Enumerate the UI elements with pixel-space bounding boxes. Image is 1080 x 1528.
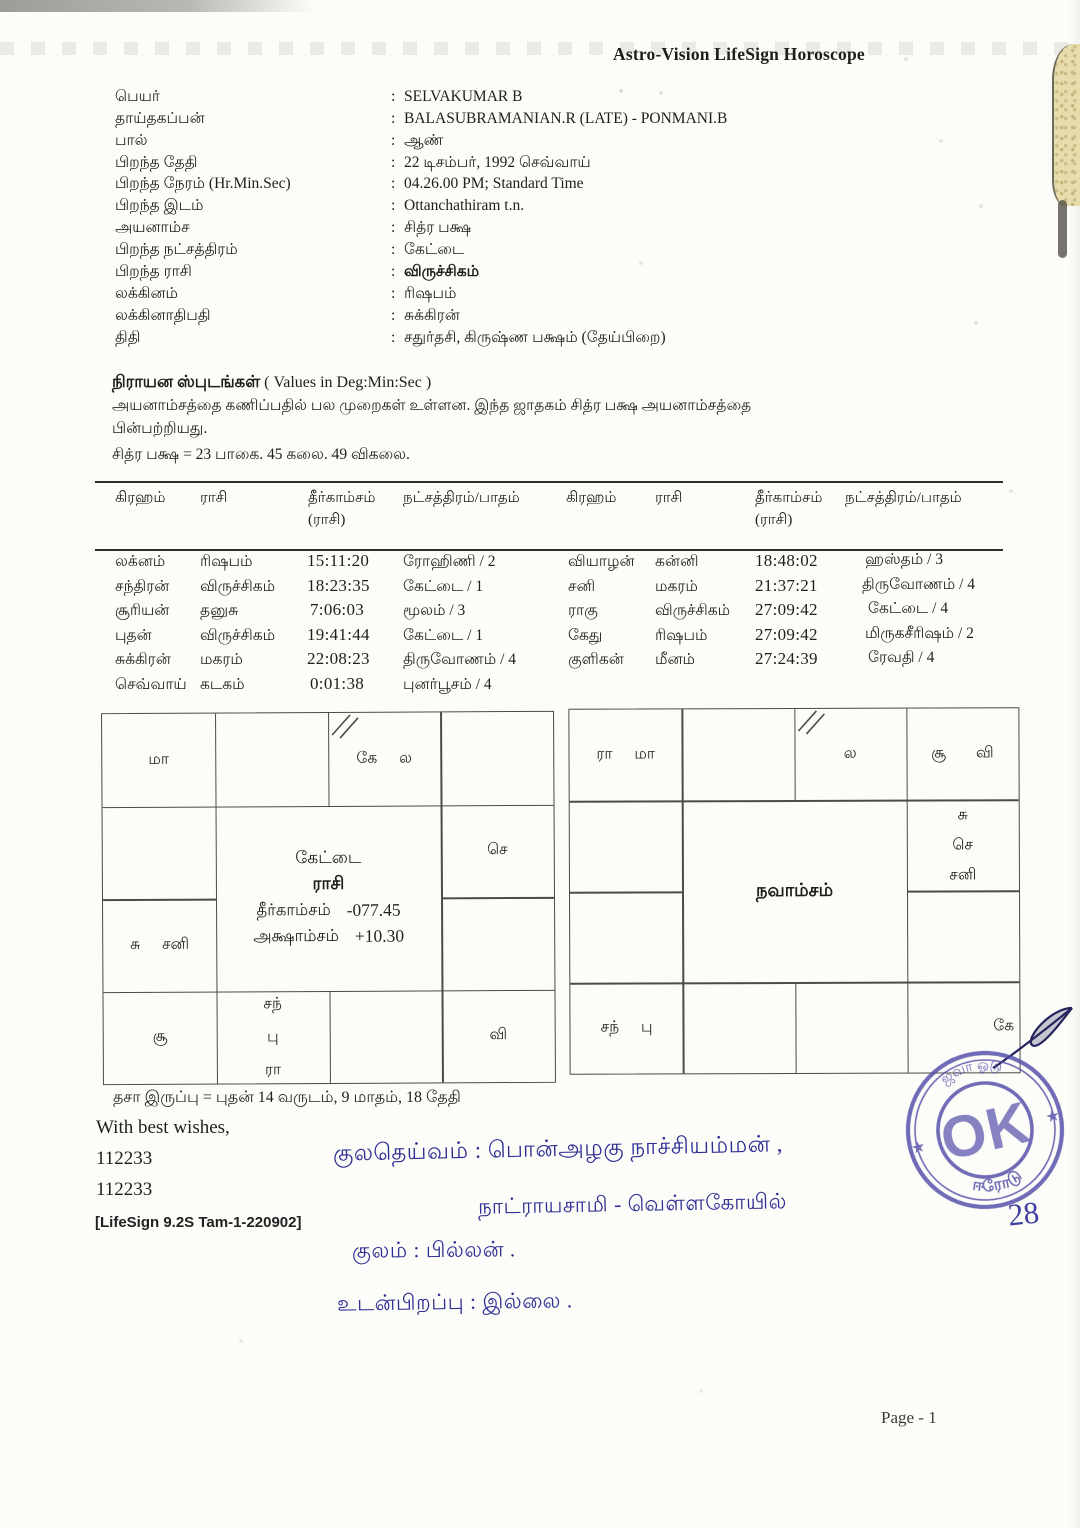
info-row-birthrasi <box>115 263 1045 285</box>
info-value: 22 டிசம்பர், 1992 செவ்வாய் <box>404 154 591 171</box>
navamsa-cell-house: ல <box>843 744 857 762</box>
scan-background-sliver <box>1058 200 1067 258</box>
info-label: பெயர் <box>115 88 160 105</box>
info-label: பிறந்த ராசி <box>115 263 192 280</box>
info-value: கேட்டை <box>404 241 465 258</box>
handwritten-family-deity-line: குலதெய்வம் : பொன்அழகு நாச்சியம்மன் , <box>332 1131 784 1166</box>
planet-cell: சந்திரன் <box>115 578 170 595</box>
svg-text:ஈரோடு <box>968 1166 1026 1200</box>
info-row-birthstar <box>115 241 1045 263</box>
stamp-bottom-arc-text: ஈரோடு <box>971 1166 1025 1197</box>
col-header-longitude-sub: (ராசி) <box>308 512 346 528</box>
rasi-cell: மகரம் <box>655 578 698 595</box>
colon: : <box>391 88 396 105</box>
colon: : <box>391 285 396 302</box>
chart-grid-line <box>570 891 682 893</box>
section-title <box>112 372 431 394</box>
document-title: Astro-Vision LifeSign Horoscope <box>613 44 865 64</box>
star-cell: கேட்டை / 4 <box>868 600 949 617</box>
ok-stamp <box>887 1032 1080 1229</box>
navamsa-cell-house: சந் பு <box>600 1018 653 1036</box>
scan-edge-shadow <box>0 0 315 12</box>
rasi-cell: தனுசு <box>200 602 239 619</box>
info-row-name <box>115 88 1045 110</box>
deg-cell: 15:11:20 <box>307 551 370 570</box>
planet-cell: லக்னம் <box>115 553 166 570</box>
planet-cell: சனி <box>568 578 596 595</box>
col-header-rasi: ராசி <box>200 490 228 506</box>
col-header-star: நட்சத்திரம்/பாதம் <box>403 490 520 506</box>
page-number: Page - 1 <box>881 1408 937 1427</box>
col-header-planet: கிரஹம் <box>566 490 617 506</box>
rasi-chart <box>101 711 556 1085</box>
navamsa-cell-house: சூ வி <box>931 744 994 762</box>
info-value: சித்ர பக்ஷ <box>404 219 472 236</box>
navamsa-chart-center <box>682 800 907 983</box>
info-row-parents <box>115 110 1045 132</box>
colon: : <box>391 110 396 127</box>
stamp-top-arc-text: ஜவர் ஓடு <box>936 1056 1004 1087</box>
star-cell: கேட்டை / 1 <box>403 578 484 595</box>
rasi-chart-center <box>215 805 441 991</box>
rasi-cell-house: சு சனி <box>130 935 190 953</box>
rasi-cell: கன்னி <box>655 553 699 570</box>
dasa-balance-line: தசா இருப்பு = புதன் 14 வருடம், 9 மாதம், 18 தேதி <box>113 1089 461 1106</box>
navamsa-cell-house: கே <box>993 1017 1015 1035</box>
info-label: அயனாம்ச <box>115 219 190 236</box>
planet-cell: புதன் <box>115 627 152 644</box>
info-row-tithi <box>115 329 1045 351</box>
colon: : <box>391 329 396 346</box>
colon: : <box>391 219 396 236</box>
section-body-line: பின்பற்றியது. <box>112 420 208 437</box>
number-line: 112233 <box>96 1179 153 1200</box>
col-header-star: நட்சத்திரம்/பாதம் <box>845 490 962 506</box>
star-cell: கேட்டை / 1 <box>403 627 484 644</box>
scan-edge-shade <box>1068 0 1080 1528</box>
info-label: பிறந்த நட்சத்திரம் <box>115 241 238 258</box>
colon: : <box>391 197 396 214</box>
deg-cell: 7:06:03 <box>310 600 365 619</box>
deg-cell: 21:37:21 <box>755 576 818 595</box>
section-body-line: அயனாம்சத்தை கணிப்பதில் பல முறைகள் உள்ளன. இந்த ஜாதகம் சித்ர பக்ஷ அயனாம்சத்தை <box>112 397 752 414</box>
latitude-value: +10.30 <box>354 925 405 946</box>
rasi-cell: ரிஷபம் <box>200 553 253 570</box>
rasi-cell-house: கே ல <box>356 749 413 767</box>
scan-smudge <box>0 42 1080 55</box>
info-value: SELVAKUMAR B <box>404 88 523 105</box>
wishes-line: With best wishes, <box>96 1117 230 1138</box>
star-cell: மிருகசீரிஷம் / 2 <box>865 625 974 642</box>
colon: : <box>391 175 396 192</box>
navamsa-chart <box>568 707 1020 1075</box>
birth-star-label: கேட்டை <box>295 847 362 868</box>
info-label: திதி <box>115 329 141 346</box>
planet-cell: சுக்கிரன் <box>115 651 171 668</box>
rasi-cell-house: செ <box>487 841 508 859</box>
planet-cell: குளிகன் <box>568 651 624 668</box>
info-value: Ottanchathiram t.n. <box>404 197 525 214</box>
navamsa-cell-house: சு செ சனி <box>949 805 977 883</box>
rasi-cell: மகரம் <box>200 651 243 668</box>
latitude-label: அக்ஷாம்சம் <box>253 925 339 946</box>
software-version-tag: [LifeSign 9.2S Tam-1-220902] <box>95 1214 302 1231</box>
info-row-ayanamsa <box>115 219 1045 241</box>
longitude-label: தீர்காம்சம் <box>256 899 331 920</box>
rasi-cell: கடகம் <box>200 676 245 693</box>
info-value: BALASUBRAMANIAN.R (LATE) - PONMANI.B <box>404 110 728 127</box>
star-cell: புனர்பூசம் / 4 <box>403 676 492 693</box>
rasi-cell-house: மா <box>148 750 169 768</box>
rasi-cell: விருச்சிகம் <box>200 627 276 644</box>
colon: : <box>391 132 396 149</box>
stamp-star-left: ★ <box>909 1138 928 1158</box>
rasi-cell: விருச்சிகம் <box>655 602 731 619</box>
deg-cell: 0:01:38 <box>310 674 365 693</box>
planet-cell: கேது <box>568 627 603 644</box>
info-value: சதுர்தசி, கிருஷ்ண பக்ஷம் (தேய்பிறை) <box>404 329 666 346</box>
planet-cell: சூரியன் <box>115 602 170 619</box>
star-cell: திருவோணம் / 4 <box>862 576 976 593</box>
section-title-english: ( Values in Deg:Min:Sec ) <box>264 374 432 391</box>
rasi-chart-title: ராசி <box>312 872 345 894</box>
stamp-ok-text: OK <box>934 1089 1037 1174</box>
colon: : <box>391 263 396 280</box>
colon: : <box>391 307 396 324</box>
col-header-longitude: தீர்காம்சம் <box>755 490 823 506</box>
longitude-value: -077.45 <box>346 899 401 920</box>
rasi-cell-house: வி <box>489 1026 508 1044</box>
star-cell: மூலம் / 3 <box>403 602 466 619</box>
deg-cell: 27:09:42 <box>755 625 818 644</box>
deg-cell: 18:23:35 <box>307 576 370 595</box>
handwritten-siblings-line: உடன்பிறப்பு : இல்லை . <box>336 1288 573 1316</box>
info-value: ஆண் <box>404 132 444 149</box>
rasi-cell: ரிஷபம் <box>655 627 708 644</box>
col-header-longitude: தீர்காம்சம் <box>308 490 376 506</box>
star-cell: ஹஸ்தம் / 3 <box>865 551 944 568</box>
planet-cell: ராகு <box>568 602 598 619</box>
info-label: பால் <box>115 132 148 149</box>
deg-cell: 18:48:02 <box>755 551 818 570</box>
deg-cell: 22:08:23 <box>307 649 370 668</box>
deg-cell: 19:41:44 <box>307 625 370 644</box>
deg-cell: 27:24:39 <box>755 649 818 668</box>
handwritten-deity-place-line: நாட்ராயசாமி - வெள்ளகோயில் <box>477 1189 788 1219</box>
col-header-planet: கிரஹம் <box>115 490 166 506</box>
deg-cell: 27:09:42 <box>755 600 818 619</box>
info-row-birthdate <box>115 154 1045 176</box>
info-value: சுக்கிரன் <box>404 307 460 324</box>
info-row-lagna-lord <box>115 307 1045 329</box>
colon: : <box>391 241 396 258</box>
colon: : <box>391 154 396 171</box>
section-title-tamil: நிராயன ஸ்புடங்கள் <box>112 372 261 391</box>
number-line: 112233 <box>96 1148 153 1169</box>
info-value: விருச்சிகம் <box>404 263 480 280</box>
chart-grid-line <box>795 982 797 1073</box>
info-label: லக்கினம் <box>115 285 178 302</box>
table-rule-top <box>95 481 1003 483</box>
info-label: பிறந்த தேதி <box>115 154 198 171</box>
info-label: லக்கினாதிபதி <box>115 307 211 324</box>
latitude-row <box>253 926 404 949</box>
info-value: ரிஷபம் <box>404 285 457 302</box>
info-row-lagna <box>115 285 1045 307</box>
rasi-cell: மீனம் <box>655 651 696 668</box>
handwritten-kulam-line: குலம் : பில்லன் . <box>351 1237 516 1263</box>
rasi-cell-house: சூ <box>152 1028 168 1046</box>
ok-stamp-seal <box>887 1032 1080 1229</box>
navamsa-cell-house: ரா மா <box>596 745 655 763</box>
navamsa-chart-title: நவாம்சம் <box>755 879 834 900</box>
longitude-row <box>256 900 400 923</box>
rasi-cell-house: சந் பு ரா <box>263 995 282 1079</box>
col-header-longitude-sub: (ராசி) <box>755 512 793 528</box>
info-row-birthtime <box>115 175 1045 197</box>
scan-background-mat <box>1052 44 1080 206</box>
star-cell: திருவோணம் / 4 <box>403 651 517 668</box>
ayanamsa-value-line: சித்ர பக்ஷ = 23 பாகை. 45 கலை. 49 விகலை. <box>112 446 410 463</box>
planet-cell: செவ்வாய் <box>115 676 187 693</box>
stamp-star-right: ★ <box>1043 1107 1062 1127</box>
info-label: தாய்தகப்பன் <box>115 110 205 127</box>
scan-noise <box>0 0 2 2</box>
star-cell: ரேவதி / 4 <box>868 649 935 666</box>
info-label: பிறந்த நேரம் (Hr.Min.Sec) <box>115 175 291 192</box>
col-header-rasi: ராசி <box>655 490 683 506</box>
rasi-cell: விருச்சிகம் <box>200 578 276 595</box>
planet-cell: வியாழன் <box>568 553 635 570</box>
info-row-gender <box>115 132 1045 154</box>
info-label: பிறந்த இடம் <box>115 197 204 214</box>
handwritten-number-note: 28 <box>1006 1194 1041 1233</box>
star-cell: ரோஹிணி / 2 <box>403 553 496 570</box>
info-row-birthplace <box>115 197 1045 219</box>
info-value: 04.26.00 PM; Standard Time <box>404 175 584 192</box>
